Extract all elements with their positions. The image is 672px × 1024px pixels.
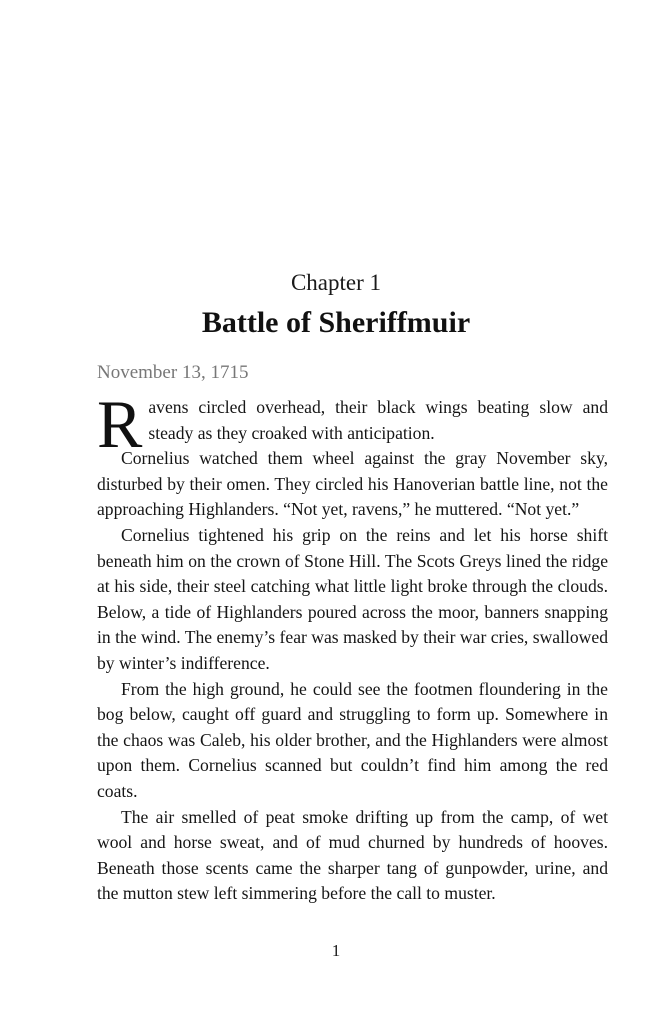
chapter-title: Battle of Sheriffmuir [201, 306, 471, 339]
paragraph-1 [97, 386, 608, 462]
chapter-body [97, 386, 608, 907]
page-number: 1 [331, 941, 341, 960]
paragraph-4: From the high ground, he could see the footmen floundering in the bog below, caught off guard and struggling to form up. Somewhere in the chaos was Caleb, his older brother, and the Highlanders were almost upon them. Cornelius scanned but couldn’t find him among the red coats. [97, 678, 608, 801]
paragraph-3: Cornelius tightened his grip on the reins and let his horse shift beneath him on the crown of Stone Hill. The Scots Greys lined the ridge at his side, their steel catching what little light broke through the clouds. Below, a tide of Highlanders poured across the moor, banners snapping in the wind. The enemy’s fear was masked by their war cries, swallowed by winter’s indifference. [97, 524, 608, 673]
paragraph-1-text: avens circled overhead, their black wings beating slow and steady as they croaked with anticipation. [148, 397, 608, 443]
chapter-label: Chapter 1 [290, 270, 382, 295]
paragraph-5: The air smelled of peat smoke drifting up from the camp, of wet wool and horse sweat, and of mud churned by hundreds of hooves. Beneath those scents came the sharper tang of gunpowder, urine, and the mutton stew left simmering before the call to muster. [97, 806, 608, 904]
drop-cap: R [97, 386, 143, 462]
paragraph-2: Cornelius watched them wheel against the gray November sky, disturbed by their omen. They circled his Hanoverian battle line, not the approaching Highlanders. “Not yet, ravens,” he muttered. “Not yet.” [97, 448, 608, 520]
dateline: November 13, 1715 [97, 362, 249, 383]
